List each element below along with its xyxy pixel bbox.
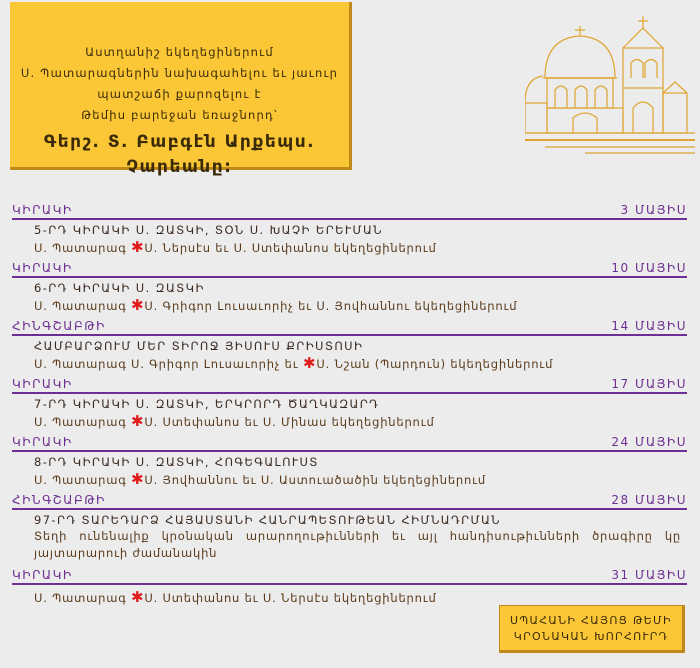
event-desc-part: Ս. Յովհաննու եւ Ս. Աստուածածին եկեղեցիներում bbox=[144, 473, 486, 487]
event-desc-part: Ս. Պատարագ bbox=[34, 241, 132, 255]
header-line-2: Ս. Պատարագներին նախագահելու եւ յաւուր bbox=[20, 66, 339, 80]
star-icon: ✱ bbox=[131, 412, 145, 430]
footer-line-2: ԿՐՕՆԱԿԱՆ ԽՈՐՀՈՒՐԴ bbox=[513, 630, 669, 643]
event-date: 28 ՄԱՅԻՍ bbox=[611, 493, 687, 507]
event-item bbox=[12, 202, 687, 260]
event-header bbox=[12, 260, 687, 278]
footer-line-1: ՍՊԱՀԱՆԻ ՀԱՅՈՑ ԹԵՄԻ bbox=[510, 614, 672, 627]
event-description bbox=[34, 238, 687, 257]
header-line-4: Թեմիս բարեջան եռաջնորդ՝ bbox=[81, 108, 278, 122]
event-date: 24 ՄԱՅԻՍ bbox=[611, 435, 687, 449]
event-date: 3 ՄԱՅԻՍ bbox=[620, 203, 687, 217]
event-header bbox=[12, 567, 687, 585]
event-date: 14 ՄԱՅԻՍ bbox=[611, 319, 687, 333]
event-description bbox=[34, 412, 687, 431]
star-icon: ✱ bbox=[131, 238, 145, 256]
church-illustration bbox=[525, 8, 695, 158]
event-header bbox=[12, 376, 687, 394]
event-day: ԿԻՐԱԿԻ bbox=[12, 261, 73, 275]
event-day: ԿԻՐԱԿԻ bbox=[12, 568, 73, 582]
star-icon: ✱ bbox=[131, 470, 145, 488]
event-description bbox=[34, 354, 687, 373]
event-date: 31 ՄԱՅԻՍ bbox=[611, 568, 687, 582]
event-description: Տեղի ունենալիք կրօնական արարողութիւնների եւ այլ հանդիսութիւնների ծրագիրը կը յայտարարուի ժամանակին bbox=[34, 529, 681, 560]
event-desc-part: Ս. Ներսէս եւ Ս. Ստեփանոս եկեղեցիներում bbox=[144, 241, 437, 255]
header-archbishop-name: Գերշ. Տ. Բաբգէն Արքեպս. bbox=[43, 132, 316, 152]
header-box bbox=[10, 2, 352, 177]
event-day: ՀԻՆԳՇԱԲԹԻ bbox=[12, 493, 106, 507]
event-description bbox=[34, 296, 687, 315]
event-day: ԿԻՐԱԿԻ bbox=[12, 435, 73, 449]
event-day: ԿԻՐԱԿԻ bbox=[12, 203, 73, 217]
event-header bbox=[12, 202, 687, 220]
event-title: 7-ՐԴ ԿԻՐԱԿԻ Ս. ԶԱՏԿԻ, ԵՐԿՐՈՐԴ ԾԱՂԿԱԶԱՐԴ bbox=[34, 397, 380, 411]
star-icon: ✱ bbox=[131, 588, 145, 606]
event-desc-part: Ս. Պատարագ bbox=[34, 591, 132, 605]
event-day: ՀԻՆԳՇԱԲԹԻ bbox=[12, 319, 106, 333]
header-line-3: պատշաճի քարոզելու է bbox=[97, 87, 262, 101]
footer-council-box bbox=[499, 605, 685, 653]
event-header bbox=[12, 434, 687, 452]
event-item bbox=[12, 260, 687, 318]
event-title: 5-ՐԴ ԿԻՐԱԿԻ Ս. ԶԱՏԿԻ, ՏՕՆ Ս. ԽԱՉԻ ԵՐԵՒՄԱՆ bbox=[34, 223, 383, 237]
event-title: ՀԱՄԲԱՐՁՈՒՄ ՄԵՐ ՏԻՐՈՋ ՅԻՍՈՒՍ ՔՐԻՍՏՈՍԻ bbox=[34, 339, 364, 353]
star-icon: ✱ bbox=[131, 296, 145, 314]
star-icon: ✱ bbox=[303, 354, 317, 372]
event-desc-part: Ս. Պատարագ bbox=[34, 473, 132, 487]
event-item bbox=[12, 376, 687, 434]
header-line-1: Աստղանիշ եկեղեցիներում bbox=[85, 45, 274, 59]
event-desc-part: Ս. Պատարագ bbox=[34, 415, 132, 429]
event-desc-part: Ս. Գրիգոր Լուսաւորիչ եւ Ս. Յովհաննու եկեղեցիներում bbox=[144, 299, 518, 313]
event-title: 6-ՐԴ ԿԻՐԱԿԻ Ս. ԶԱՏԿԻ bbox=[34, 281, 205, 295]
event-header bbox=[12, 492, 687, 510]
event-desc-part: Ս. Պատարագ bbox=[34, 299, 132, 313]
event-item bbox=[12, 434, 687, 492]
event-desc-part: Ս. Ստեփանոս եւ Ս. Ներսէս եկեղեցիներում bbox=[144, 591, 437, 605]
event-header bbox=[12, 318, 687, 336]
event-date: 17 ՄԱՅԻՍ bbox=[611, 377, 687, 391]
events-list bbox=[12, 202, 687, 625]
event-item bbox=[12, 318, 687, 376]
event-date: 10 ՄԱՅԻՍ bbox=[611, 261, 687, 275]
event-desc-part: Ս. Ստեփանոս եւ Ս. Մինաս եկեղեցիներում bbox=[144, 415, 435, 429]
event-item bbox=[12, 492, 687, 567]
event-title: 8-ՐԴ ԿԻՐԱԿԻ Ս. ԶԱՏԿԻ, ՀՈԳԵԳԱԼՈՒՍՏ bbox=[34, 455, 319, 469]
event-day: ԿԻՐԱԿԻ bbox=[12, 377, 73, 391]
event-desc-part: Ս. Պատարագ Ս. Գրիգոր Լուսաւորիչ եւ bbox=[34, 357, 304, 371]
event-description bbox=[34, 470, 687, 489]
header-archbishop-surname: Չարեանը: bbox=[126, 157, 233, 177]
event-desc-part: Ս. Նշան (Պարդուն) եկեղեցիներում bbox=[316, 357, 554, 371]
event-title: 97-ՐԴ ՏԱՐԵԴԱՐՁ ՀԱՅԱՍՏԱՆԻ ՀԱՆՐԱՊԵՏՈՒԹԵԱՆ ՀԻՄՆԱԴՐՄԱՆ bbox=[34, 513, 501, 527]
